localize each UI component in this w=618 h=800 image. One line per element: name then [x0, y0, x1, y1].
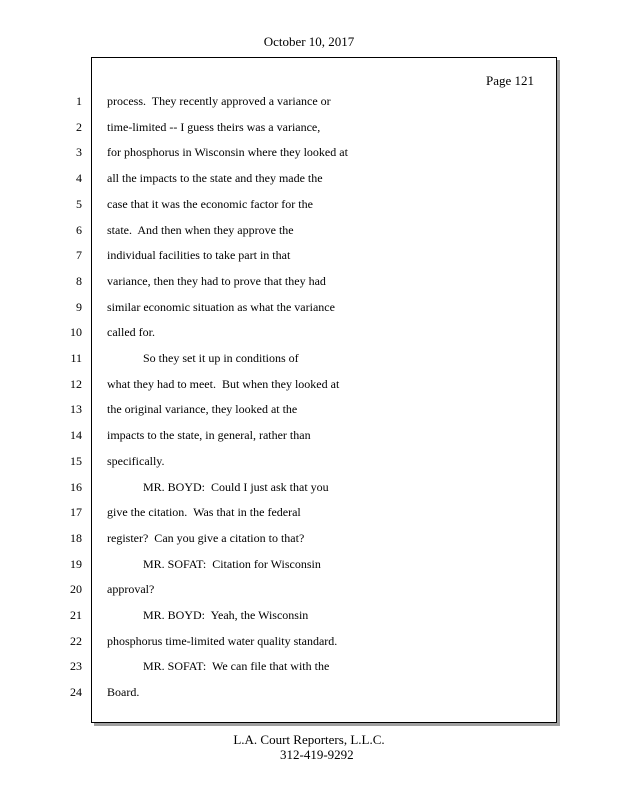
- transcript-line: time-limited -- I guess theirs was a variance,: [107, 120, 321, 134]
- line-number: 4: [76, 171, 82, 185]
- transcript-line: variance, then they had to prove that they had: [107, 274, 326, 288]
- line-number: 6: [76, 223, 82, 237]
- transcript-line: individual facilities to take part in that: [107, 248, 291, 262]
- transcript-line: MR. BOYD: Yeah, the Wisconsin: [143, 608, 309, 622]
- transcript-line: register? Can you give a citation to that?: [107, 531, 305, 545]
- transcript-line: So they set it up in conditions of: [143, 351, 299, 365]
- line-number: 22: [70, 634, 82, 648]
- line-number: 21: [70, 608, 82, 622]
- transcript-line: impacts to the state, in general, rather than: [107, 428, 311, 442]
- transcript-line: specifically.: [107, 454, 165, 468]
- transcript-line: approval?: [107, 582, 155, 596]
- page-number: Page 121: [485, 73, 534, 88]
- line-number: 5: [76, 197, 82, 211]
- header-date: October 10, 2017: [263, 34, 355, 49]
- line-number: 15: [70, 454, 82, 468]
- line-number: 18: [70, 531, 82, 545]
- transcript-line: phosphorus time-limited water quality standard.: [107, 634, 338, 648]
- line-number: 1: [76, 94, 82, 108]
- line-number: 9: [76, 300, 82, 314]
- line-number: 8: [76, 274, 82, 288]
- line-number: 11: [70, 351, 82, 365]
- transcript-line: for phosphorus in Wisconsin where they looked at: [107, 145, 348, 159]
- transcript-line: MR. SOFAT: Citation for Wisconsin: [143, 557, 321, 571]
- line-number: 12: [70, 377, 82, 391]
- transcript-line: similar economic situation as what the variance: [107, 300, 335, 314]
- transcript-line: MR. SOFAT: We can file that with the: [143, 659, 330, 673]
- transcript-line: called for.: [107, 325, 155, 339]
- line-number: 3: [76, 145, 82, 159]
- footer-phone: 312-419-9292: [280, 747, 354, 762]
- footer-company: L.A. Court Reporters, L.L.C.: [233, 732, 385, 747]
- transcript-line: give the citation. Was that in the federal: [107, 505, 301, 519]
- line-number: 20: [70, 582, 82, 596]
- line-number: 24: [70, 685, 82, 699]
- transcript-line: what they had to meet. But when they looked at: [107, 377, 340, 391]
- line-number: 2: [76, 120, 82, 134]
- line-number: 23: [70, 659, 82, 673]
- line-number: 7: [76, 248, 82, 262]
- line-number: 14: [70, 428, 82, 442]
- transcript-line: MR. BOYD: Could I just ask that you: [143, 480, 329, 494]
- line-number: 19: [70, 557, 82, 571]
- transcript-line: the original variance, they looked at the: [107, 402, 298, 416]
- transcript-line: case that it was the economic factor for the: [107, 197, 313, 211]
- line-number: 17: [70, 505, 82, 519]
- line-number: 16: [70, 480, 82, 494]
- transcript-line: state. And then when they approve the: [107, 223, 294, 237]
- transcript-line: Board.: [107, 685, 140, 699]
- line-number: 10: [70, 325, 82, 339]
- line-number: 13: [70, 402, 82, 416]
- transcript-line: process. They recently approved a variance or: [107, 94, 331, 108]
- transcript-line: all the impacts to the state and they made the: [107, 171, 323, 185]
